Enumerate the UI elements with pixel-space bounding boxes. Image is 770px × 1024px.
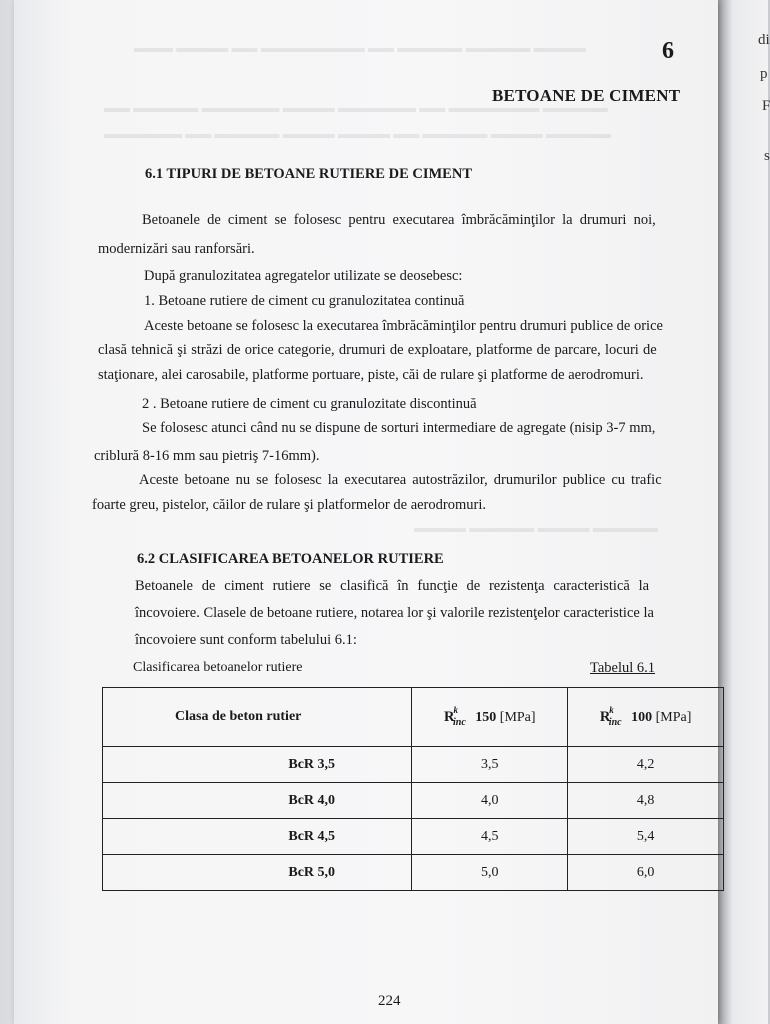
header-r150-unit: [MPa] bbox=[499, 709, 536, 725]
paragraph-line: Aceste betoane nu se folosesc la executarea autostrăzilor, drumurilor publice cu trafic bbox=[139, 472, 662, 488]
header-r150-value: 150 bbox=[475, 709, 497, 725]
page-number: 224 bbox=[378, 993, 401, 1009]
section-heading-6-2: 6.2 CLASIFICAREA BETOANELOR RUTIERE bbox=[137, 551, 444, 567]
paragraph-line: După granulozitatea agregatelor utilizate se deosebesc: bbox=[144, 268, 463, 284]
paragraph-line: Se folosesc atunci când nu se dispune de sorturi intermediare de agregate (nisip 3-7 mm, bbox=[142, 420, 656, 436]
paragraph-line: 1. Betoane rutiere de ciment cu granulozitatea continuă bbox=[144, 293, 465, 309]
next-page-edge bbox=[722, 0, 768, 1024]
paragraph-line: criblură 8-16 mm sau pietriş 7-16mm). bbox=[94, 448, 320, 464]
next-page-fragment: F bbox=[762, 98, 770, 114]
table-row bbox=[103, 819, 724, 855]
header-r100 bbox=[568, 688, 724, 747]
paragraph-line: modernizări sau ranforsări. bbox=[98, 241, 255, 257]
show-through-decoration: ▬▬▬▬▬ ▬▬▬▬ ▬▬▬▬▬ ▬▬ ▬▬▬▬ ▬▬▬▬ ▬▬▬▬▬ ▬▬ ▬▬▬▬▬▬ bbox=[104, 126, 611, 141]
header-r150-symbol: R bbox=[444, 708, 455, 725]
cell-r100: 6,0 bbox=[568, 855, 724, 891]
header-r100-value: 100 bbox=[631, 709, 653, 725]
table-header-row bbox=[103, 688, 724, 747]
cell-r150: 4,5 bbox=[412, 819, 568, 855]
paragraph-line: 2 . Betoane rutiere de ciment cu granulozitate discontinuă bbox=[142, 396, 477, 412]
section-heading-6-1: 6.1 TIPURI DE BETOANE RUTIERE DE CIMENT bbox=[145, 166, 472, 182]
header-clasa: Clasa de beton rutier bbox=[103, 688, 412, 747]
cell-clasa: BcR 4,5 bbox=[103, 819, 412, 855]
paragraph-line: Betoanele de ciment rutiere se clasifică în funcţie de rezistenţa caracteristică la bbox=[135, 578, 650, 594]
paragraph-line: încovoiere sunt conform tabelului 6.1: bbox=[135, 632, 357, 648]
cell-clasa: BcR 3,5 bbox=[103, 747, 412, 783]
paragraph-line: Aceste betoane se folosesc la executarea îmbrăcăminţilor pentru drumuri publice de orice bbox=[144, 318, 663, 334]
classification-table bbox=[102, 687, 724, 891]
cell-clasa: BcR 4,0 bbox=[103, 783, 412, 819]
chapter-title: BETOANE DE CIMENT bbox=[492, 86, 681, 105]
cell-r150: 5,0 bbox=[412, 855, 568, 891]
table-reference: Tabelul 6.1 bbox=[590, 660, 656, 676]
table-caption: Clasificarea betoanelor rutiere bbox=[133, 660, 303, 675]
cell-r100: 4,2 bbox=[568, 747, 724, 783]
next-page-fragment: p bbox=[760, 66, 768, 82]
table-row bbox=[103, 855, 724, 891]
cell-r100: 4,8 bbox=[568, 783, 724, 819]
header-r100-symbol: R bbox=[599, 708, 611, 725]
table-row bbox=[103, 747, 724, 783]
header-r100-sup: k bbox=[609, 704, 614, 715]
header-r100-unit: [MPa] bbox=[655, 709, 692, 725]
header-r100-sub: inc bbox=[608, 716, 622, 728]
show-through-decoration: ▬▬▬▬▬ ▬▬▬▬ ▬▬▬▬▬ ▬▬▬▬ bbox=[414, 520, 658, 535]
next-page-fragment: s bbox=[764, 148, 770, 164]
paragraph-line: Betoanele de ciment se folosesc pentru executarea îmbrăcăminţilor la drumuri noi, bbox=[142, 212, 656, 228]
show-through-decoration: ▬▬▬▬▬ ▬▬▬▬▬▬▬ ▬▬ ▬▬▬▬▬▬ ▬▬▬▬ ▬▬▬▬▬▬ ▬▬▬▬▬ ▬▬ bbox=[104, 100, 608, 115]
header-r150 bbox=[412, 688, 568, 747]
cell-r100: 5,4 bbox=[568, 819, 724, 855]
header-r150-sub: inc bbox=[453, 716, 466, 728]
paragraph-line: încovoiere. Clasele de betoane rutiere, notarea lor şi valorile rezistenţelor caracteristice la bbox=[135, 605, 654, 621]
cell-r150: 3,5 bbox=[412, 747, 568, 783]
header-r150-sup: k bbox=[453, 704, 458, 715]
table-row bbox=[103, 783, 724, 819]
paragraph-line: foarte greu, pistelor, căilor de rulare şi platformelor de aerodromuri. bbox=[92, 497, 486, 513]
paragraph-line: staţionare, alei carosabile, platforme portuare, piste, căi de rulare şi platforme de aerodromuri. bbox=[98, 367, 644, 383]
next-page-fragment: di bbox=[758, 32, 770, 48]
chapter-number: 6 bbox=[662, 38, 674, 64]
cell-clasa: BcR 5,0 bbox=[103, 855, 412, 891]
paragraph-line: clasă tehnică şi străzi de orice categorie, drumuri de exploatare, platforme de parcare, locuri de bbox=[98, 342, 657, 358]
cell-r150: 4,0 bbox=[412, 783, 568, 819]
show-through-decoration: ▬▬▬▬ ▬▬▬▬▬ ▬▬▬▬▬ ▬▬ ▬▬▬▬▬▬▬▬ ▬▬ ▬▬▬▬ ▬▬▬ bbox=[134, 40, 586, 55]
